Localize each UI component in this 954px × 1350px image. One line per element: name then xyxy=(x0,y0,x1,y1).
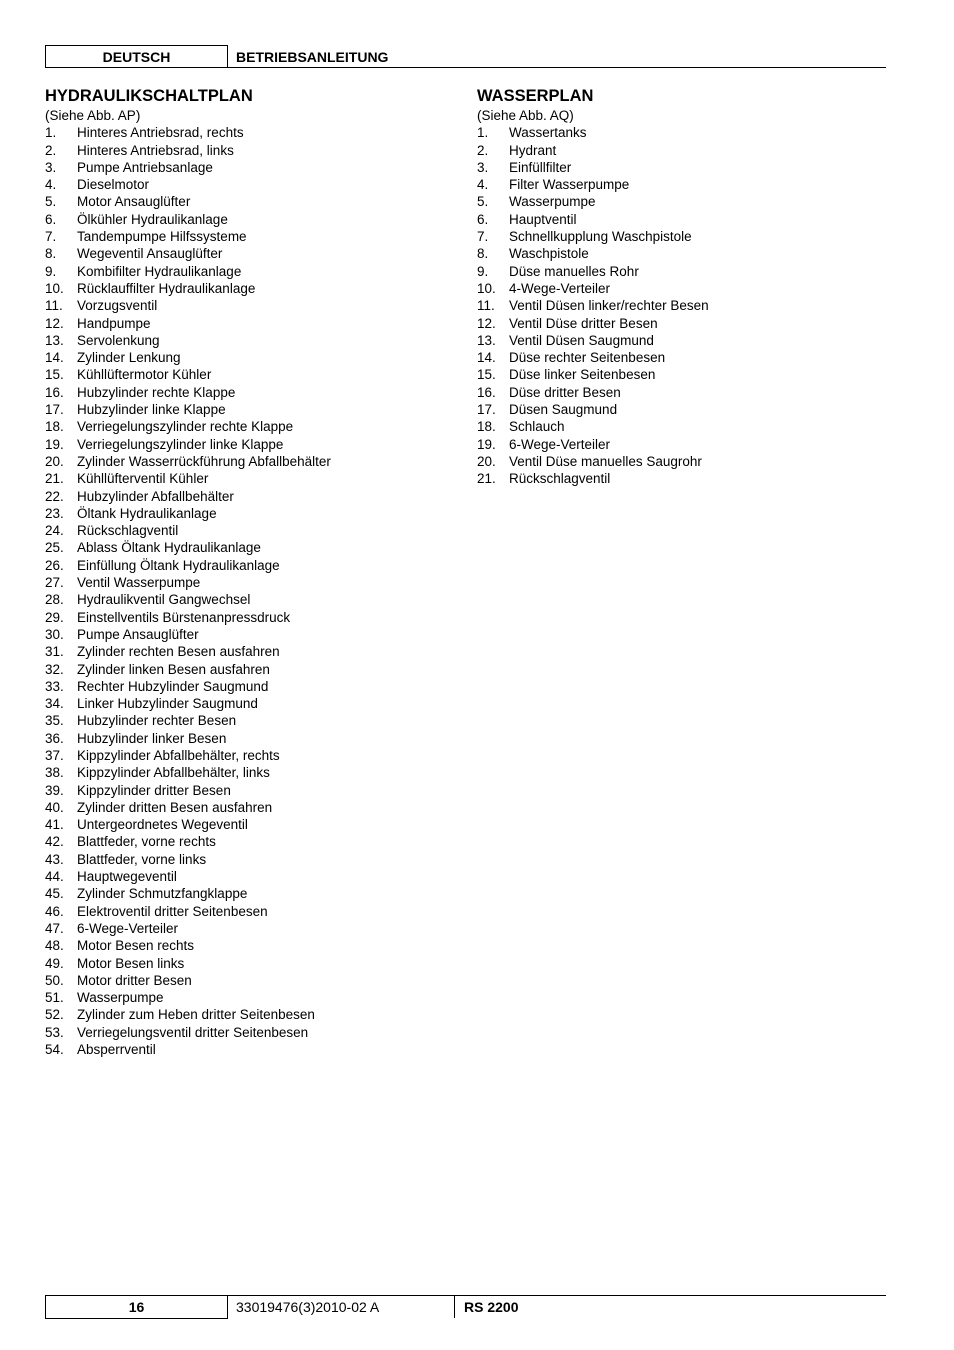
list-item xyxy=(477,280,887,297)
list-item xyxy=(45,955,455,972)
item-label: Rücklauffilter Hydraulikanlage xyxy=(77,280,256,296)
list-item xyxy=(45,505,455,522)
item-number: 30. xyxy=(45,626,64,642)
item-number: 13. xyxy=(477,332,496,348)
list-item xyxy=(477,211,887,228)
list-item xyxy=(45,245,455,262)
list-item xyxy=(45,678,455,695)
item-label: Verriegelungszylinder rechte Klappe xyxy=(77,419,294,435)
item-number: 36. xyxy=(45,730,64,746)
list-item xyxy=(477,349,887,366)
item-number: 12. xyxy=(477,315,496,331)
list-item xyxy=(45,868,455,885)
item-label: Zylinder linken Besen ausfahren xyxy=(77,661,270,677)
item-number: 8. xyxy=(477,246,489,262)
item-label: Servolenkung xyxy=(77,332,160,348)
item-label: Öltank Hydraulikanlage xyxy=(77,505,217,521)
item-label: Motor Besen links xyxy=(77,955,185,971)
list-item xyxy=(45,176,455,193)
list-item xyxy=(45,972,455,989)
list-item xyxy=(45,349,455,366)
list-item xyxy=(45,747,455,764)
item-number: 4. xyxy=(477,177,489,193)
item-number: 19. xyxy=(45,436,64,452)
list-item xyxy=(45,695,455,712)
item-number: 11. xyxy=(45,298,63,314)
document-type-title: BETRIEBSANLEITUNG xyxy=(236,48,389,65)
item-label: Vorzugsventil xyxy=(77,298,158,314)
list-item xyxy=(477,159,887,176)
item-label: Wassertanks xyxy=(509,125,587,141)
item-number: 15. xyxy=(477,367,496,383)
item-number: 54. xyxy=(45,1042,64,1058)
item-number: 27. xyxy=(45,575,64,591)
list-item xyxy=(45,557,455,574)
list-item xyxy=(45,591,455,608)
item-label: Kombifilter Hydraulikanlage xyxy=(77,263,242,279)
section-title: WASSERPLAN xyxy=(477,87,594,105)
item-label: Hauptwegeventil xyxy=(77,869,177,885)
item-label: Düse rechter Seitenbesen xyxy=(509,350,666,366)
item-label: Hydrant xyxy=(509,142,557,158)
item-label: Motor Ansauglüfter xyxy=(77,194,191,210)
item-number: 25. xyxy=(45,540,64,556)
item-label: Pumpe Antriebsanlage xyxy=(77,159,213,175)
list-item xyxy=(45,159,455,176)
list-item xyxy=(477,193,887,210)
hydraulic-diagram-section xyxy=(45,86,455,1058)
item-number: 26. xyxy=(45,557,64,573)
item-label: Ablass Öltank Hydraulikanlage xyxy=(77,540,261,556)
list-item xyxy=(45,401,455,418)
document-code: 33019476(3)2010-02 A xyxy=(236,1299,380,1315)
item-number: 42. xyxy=(45,834,64,850)
item-number: 38. xyxy=(45,765,64,781)
item-number: 6. xyxy=(45,211,57,227)
list-item xyxy=(45,1041,455,1058)
item-number: 3. xyxy=(477,159,489,175)
list-item xyxy=(477,228,887,245)
header-divider xyxy=(227,45,228,67)
item-label: Hubzylinder Abfallbehälter xyxy=(77,488,234,504)
item-number: 2. xyxy=(45,142,57,158)
section-figure-reference: (Siehe Abb. AQ) xyxy=(477,108,574,123)
item-label: Filter Wasserpumpe xyxy=(509,177,630,193)
item-label: Tandempumpe Hilfssysteme xyxy=(77,229,247,245)
item-number: 53. xyxy=(45,1024,64,1040)
list-item xyxy=(477,142,887,159)
item-label: Kühllüfterventil Kühler xyxy=(77,471,209,487)
item-label: Hydraulikventil Gangwechsel xyxy=(77,592,251,608)
item-number: 4. xyxy=(45,177,57,193)
item-label: Motor Besen rechts xyxy=(77,938,195,954)
item-label: Waschpistole xyxy=(509,246,589,262)
item-label: 4-Wege-Verteiler xyxy=(509,280,611,296)
item-number: 37. xyxy=(45,747,64,763)
list-item xyxy=(477,176,887,193)
list-item xyxy=(477,436,887,453)
item-number: 31. xyxy=(45,644,64,660)
list-item xyxy=(45,626,455,643)
item-number: 16. xyxy=(477,384,496,400)
list-item xyxy=(45,764,455,781)
list-item xyxy=(477,470,887,487)
item-number: 21. xyxy=(477,471,496,487)
list-item xyxy=(45,989,455,1006)
item-label: Düse linker Seitenbesen xyxy=(509,367,656,383)
item-number: 13. xyxy=(45,332,64,348)
list-item xyxy=(45,643,455,660)
item-number: 50. xyxy=(45,972,64,988)
list-item xyxy=(45,263,455,280)
item-number: 11. xyxy=(477,298,495,314)
item-number: 3. xyxy=(45,159,57,175)
item-label: Ventil Wasserpumpe xyxy=(77,575,201,591)
item-number: 34. xyxy=(45,696,64,712)
item-number: 21. xyxy=(45,471,64,487)
list-item xyxy=(45,782,455,799)
item-label: Wasserpumpe xyxy=(509,194,596,210)
item-label: Zylinder rechten Besen ausfahren xyxy=(77,644,280,660)
list-item xyxy=(45,297,455,314)
item-label: Hauptventil xyxy=(509,211,577,227)
item-number: 10. xyxy=(477,280,496,296)
list-item xyxy=(45,833,455,850)
item-number: 47. xyxy=(45,920,64,936)
item-label: Hinteres Antriebsrad, rechts xyxy=(77,125,244,141)
list-item xyxy=(45,903,455,920)
item-number: 1. xyxy=(45,125,57,141)
section-title: HYDRAULIKSCHALTPLAN xyxy=(45,87,253,105)
page-number: 16 xyxy=(45,1295,228,1319)
item-number: 45. xyxy=(45,886,64,902)
item-number: 9. xyxy=(477,263,489,279)
item-number: 16. xyxy=(45,384,64,400)
item-number: 28. xyxy=(45,592,64,608)
list-item xyxy=(45,730,455,747)
list-item xyxy=(477,332,887,349)
item-label: Kippzylinder dritter Besen xyxy=(77,782,231,798)
item-number: 46. xyxy=(45,903,64,919)
item-label: Düse dritter Besen xyxy=(509,384,621,400)
item-label: Zylinder Schmutzfangklappe xyxy=(77,886,248,902)
item-label: Zylinder zum Heben dritter Seitenbesen xyxy=(77,1007,315,1023)
list-item xyxy=(477,366,887,383)
list-item xyxy=(45,124,455,141)
item-number: 29. xyxy=(45,609,64,625)
item-label: Düse manuelles Rohr xyxy=(509,263,639,279)
list-item xyxy=(45,280,455,297)
list-item xyxy=(45,574,455,591)
list-item xyxy=(45,799,455,816)
section-figure-reference: (Siehe Abb. AP) xyxy=(45,108,141,123)
item-label: Hubzylinder rechter Besen xyxy=(77,713,237,729)
list-item xyxy=(45,332,455,349)
item-label: 6-Wege-Verteiler xyxy=(77,920,179,936)
item-label: Rückschlagventil xyxy=(77,523,179,539)
item-number: 52. xyxy=(45,1007,64,1023)
water-diagram-section xyxy=(477,86,887,488)
item-number: 14. xyxy=(45,350,64,366)
list-item xyxy=(45,539,455,556)
list-item xyxy=(45,193,455,210)
item-number: 33. xyxy=(45,678,64,694)
item-number: 1. xyxy=(477,125,489,141)
item-label: Motor dritter Besen xyxy=(77,972,192,988)
item-number: 18. xyxy=(45,419,64,435)
list-item xyxy=(45,384,455,401)
list-item xyxy=(45,937,455,954)
list-item xyxy=(45,609,455,626)
list-item xyxy=(477,418,887,435)
list-item xyxy=(45,211,455,228)
item-label: Verriegelungszylinder linke Klappe xyxy=(77,436,284,452)
item-number: 10. xyxy=(45,280,64,296)
item-label: Rückschlagventil xyxy=(509,471,611,487)
item-label: Handpumpe xyxy=(77,315,151,331)
list-item xyxy=(45,453,455,470)
item-number: 7. xyxy=(45,229,57,245)
item-number: 19. xyxy=(477,436,496,452)
model-name: RS 2200 xyxy=(464,1299,519,1315)
list-item xyxy=(45,1024,455,1041)
list-item xyxy=(45,816,455,833)
item-number: 39. xyxy=(45,782,64,798)
item-number: 5. xyxy=(477,194,489,210)
item-label: Ventil Düse manuelles Saugrohr xyxy=(509,453,702,469)
item-number: 51. xyxy=(45,990,64,1006)
item-label: Hubzylinder linke Klappe xyxy=(77,402,226,418)
item-number: 43. xyxy=(45,851,64,867)
item-label: Einstellventils Bürstenanpressdruck xyxy=(77,609,291,625)
item-number: 17. xyxy=(45,402,64,418)
item-number: 20. xyxy=(45,453,64,469)
item-label: Pumpe Ansauglüfter xyxy=(77,626,199,642)
water-parts-list xyxy=(477,124,887,487)
item-label: Kippzylinder Abfallbehälter, rechts xyxy=(77,747,280,763)
item-label: Untergeordnetes Wegeventil xyxy=(77,817,248,833)
list-item xyxy=(477,124,887,141)
item-number: 18. xyxy=(477,419,496,435)
item-label: Blattfeder, vorne rechts xyxy=(77,834,216,850)
item-label: Düsen Saugmund xyxy=(509,402,618,418)
item-label: Zylinder dritten Besen ausfahren xyxy=(77,799,273,815)
item-number: 40. xyxy=(45,799,64,815)
list-item xyxy=(45,712,455,729)
item-number: 20. xyxy=(477,453,496,469)
item-label: Ventil Düsen linker/rechter Besen xyxy=(509,298,709,314)
list-item xyxy=(477,297,887,314)
list-item xyxy=(45,142,455,159)
item-number: 41. xyxy=(45,817,64,833)
list-item xyxy=(477,401,887,418)
item-number: 49. xyxy=(45,955,64,971)
item-number: 9. xyxy=(45,263,57,279)
item-label: Rechter Hubzylinder Saugmund xyxy=(77,678,269,694)
item-label: Wasserpumpe xyxy=(77,990,164,1006)
item-label: Schlauch xyxy=(509,419,565,435)
footer-divider xyxy=(454,1295,455,1318)
item-number: 8. xyxy=(45,246,57,262)
item-number: 23. xyxy=(45,505,64,521)
item-label: Hinteres Antriebsrad, links xyxy=(77,142,234,158)
item-label: Blattfeder, vorne links xyxy=(77,851,207,867)
list-item xyxy=(45,470,455,487)
language-label: DEUTSCH xyxy=(45,45,228,68)
item-label: Zylinder Wasserrückführung Abfallbehälter xyxy=(77,453,331,469)
list-item xyxy=(45,488,455,505)
list-item xyxy=(477,453,887,470)
list-item xyxy=(45,418,455,435)
item-label: Wegeventil Ansauglüfter xyxy=(77,246,223,262)
list-item xyxy=(45,228,455,245)
item-number: 6. xyxy=(477,211,489,227)
item-label: Elektroventil dritter Seitenbesen xyxy=(77,903,268,919)
item-label: Hubzylinder linker Besen xyxy=(77,730,227,746)
list-item xyxy=(45,366,455,383)
hydraulic-parts-list xyxy=(45,124,455,1058)
item-label: Hubzylinder rechte Klappe xyxy=(77,384,236,400)
item-label: Dieselmotor xyxy=(77,177,150,193)
list-item xyxy=(477,315,887,332)
item-number: 44. xyxy=(45,869,64,885)
item-label: Kühllüftermotor Kühler xyxy=(77,367,212,383)
list-item xyxy=(477,263,887,280)
item-label: Ventil Düsen Saugmund xyxy=(509,332,654,348)
item-label: Ölkühler Hydraulikanlage xyxy=(77,211,228,227)
item-label: 6-Wege-Verteiler xyxy=(509,436,611,452)
item-label: Absperrventil xyxy=(77,1042,156,1058)
list-item xyxy=(45,315,455,332)
item-label: Linker Hubzylinder Saugmund xyxy=(77,696,258,712)
item-number: 14. xyxy=(477,350,496,366)
item-label: Einfüllfilter xyxy=(509,159,572,175)
item-number: 5. xyxy=(45,194,57,210)
item-number: 32. xyxy=(45,661,64,677)
item-label: Einfüllung Öltank Hydraulikanlage xyxy=(77,557,280,573)
item-number: 48. xyxy=(45,938,64,954)
item-number: 24. xyxy=(45,523,64,539)
item-number: 17. xyxy=(477,402,496,418)
list-item xyxy=(45,436,455,453)
item-label: Ventil Düse dritter Besen xyxy=(509,315,658,331)
list-item xyxy=(45,661,455,678)
list-item xyxy=(45,885,455,902)
item-number: 2. xyxy=(477,142,489,158)
item-number: 7. xyxy=(477,229,489,245)
item-label: Zylinder Lenkung xyxy=(77,350,181,366)
item-number: 15. xyxy=(45,367,64,383)
list-item xyxy=(45,522,455,539)
list-item xyxy=(45,851,455,868)
list-item xyxy=(477,384,887,401)
list-item xyxy=(477,245,887,262)
item-label: Verriegelungsventil dritter Seitenbesen xyxy=(77,1024,309,1040)
item-label: Schnellkupplung Waschpistole xyxy=(509,229,692,245)
list-item xyxy=(45,920,455,937)
list-item xyxy=(45,1006,455,1023)
item-label: Kippzylinder Abfallbehälter, links xyxy=(77,765,270,781)
item-number: 22. xyxy=(45,488,64,504)
item-number: 35. xyxy=(45,713,64,729)
item-number: 12. xyxy=(45,315,64,331)
